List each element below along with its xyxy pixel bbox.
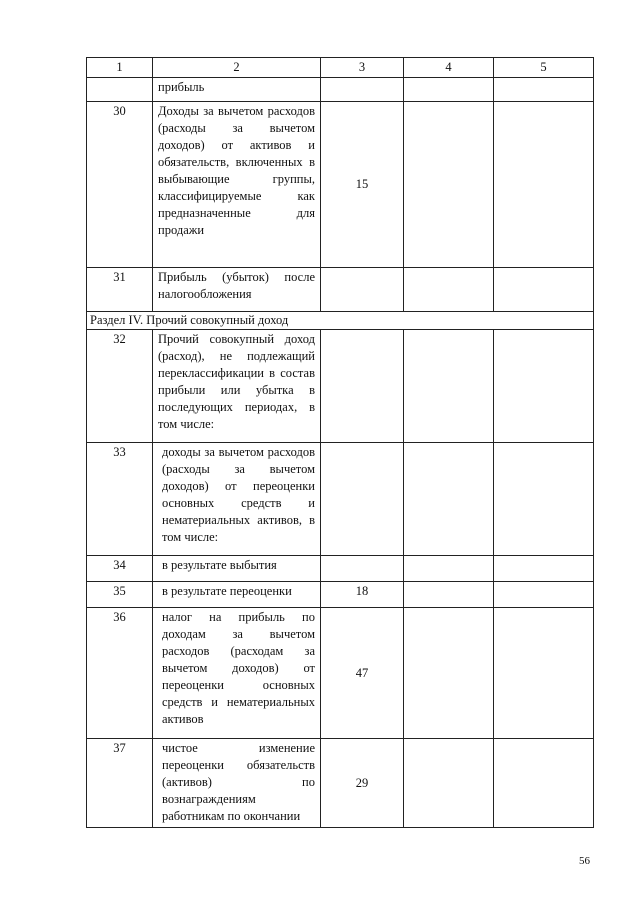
header-cell-1: 1 (87, 58, 153, 78)
header-cell-3: 3 (321, 58, 404, 78)
row-description: налог на прибыль по доходам за вычетом расходов (расходам за вычетом доходов) от переоценки основных средств и нематериальных активов (153, 608, 321, 739)
row-number: 37 (87, 739, 153, 828)
table-header-row (87, 58, 594, 78)
row-number: 31 (87, 268, 153, 312)
section-row (87, 312, 594, 330)
row-number (87, 78, 153, 102)
row-description: чистое изменение переоценки обязательств (активов) по вознаграждениям работникам по окончании (153, 739, 321, 828)
header-cell-4: 4 (404, 58, 494, 78)
header-cell-5: 5 (494, 58, 594, 78)
row-number: 30 (87, 102, 153, 268)
table-row (87, 78, 594, 102)
row-value-col4 (404, 582, 494, 608)
row-value-col5 (494, 78, 594, 102)
row-value-col3: 15 (321, 102, 404, 268)
row-description: прибыль (153, 78, 321, 102)
row-value-col5 (494, 556, 594, 582)
row-value-col4 (404, 102, 494, 268)
row-value-col3 (321, 443, 404, 556)
row-value-col3: 18 (321, 582, 404, 608)
row-value-col3 (321, 78, 404, 102)
section-title: Раздел IV. Прочий совокупный доход (87, 312, 594, 330)
row-value-col4 (404, 330, 494, 443)
row-value-col5 (494, 102, 594, 268)
header-cell-2: 2 (153, 58, 321, 78)
row-number: 36 (87, 608, 153, 739)
row-value-col3: 29 (321, 739, 404, 828)
row-value-col5 (494, 582, 594, 608)
table-row (87, 608, 594, 739)
row-value-col3 (321, 330, 404, 443)
row-value-col5 (494, 739, 594, 828)
table-row (87, 556, 594, 582)
row-value-col5 (494, 608, 594, 739)
row-description: Доходы за вычетом расходов (расходы за вычетом доходов) от активов и обязательств, включенных в выбывающие группы, классифицируемые как предназначенные для продажи (153, 102, 321, 268)
row-value-col3: 47 (321, 608, 404, 739)
row-number: 33 (87, 443, 153, 556)
row-description: доходы за вычетом расходов (расходы за вычетом доходов) от переоценки основных средств и нематериальных активов, в том числе: (153, 443, 321, 556)
table-row (87, 582, 594, 608)
row-value-col4 (404, 268, 494, 312)
table-row (87, 268, 594, 312)
row-value-col4 (404, 78, 494, 102)
table-row (87, 443, 594, 556)
row-value-col4 (404, 556, 494, 582)
row-number: 34 (87, 556, 153, 582)
page-number: 56 (579, 855, 590, 867)
row-value-col5 (494, 268, 594, 312)
table-row (87, 739, 594, 828)
row-value-col4 (404, 608, 494, 739)
row-value-col5 (494, 330, 594, 443)
row-value-col4 (404, 443, 494, 556)
table-row (87, 330, 594, 443)
table-row (87, 102, 594, 268)
row-value-col5 (494, 443, 594, 556)
row-number: 32 (87, 330, 153, 443)
row-value-col3 (321, 556, 404, 582)
financial-report-table (86, 57, 594, 828)
row-value-col3 (321, 268, 404, 312)
row-description: Прочий совокупный доход (расход), не подлежащий переклассификации в состав прибыли или убытка в последующих периодах, в том числе: (153, 330, 321, 443)
row-description: в результате переоценки (153, 582, 321, 608)
row-description: в результате выбытия (153, 556, 321, 582)
row-description: Прибыль (убыток) после налогообложения (153, 268, 321, 312)
row-value-col4 (404, 739, 494, 828)
row-number: 35 (87, 582, 153, 608)
